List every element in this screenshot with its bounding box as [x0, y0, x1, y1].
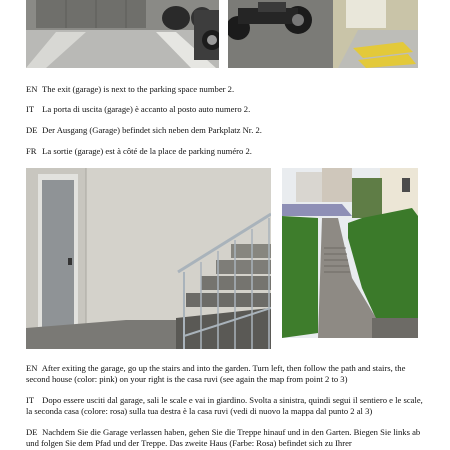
- language-code: IT: [26, 104, 35, 114]
- language-code: FR: [26, 146, 37, 156]
- exit-location-line-fr: [26, 146, 426, 157]
- language-code: IT: [26, 395, 35, 405]
- exit-location-text: La porta di uscita (garage) è accanto al posto auto numero 2.: [42, 104, 251, 114]
- garage-door-stairs-photo: [26, 168, 271, 349]
- exit-location-line-de: [26, 125, 426, 136]
- language-code: EN: [26, 84, 38, 94]
- directions-text: Dopo essere usciti dal garage, sali le scale e vai in giardino. Svolta a sinistra, quindi segui il sentiero e le scale, la seconda casa (colore: rosa) sulla tua destra è la casa ruvi (vedi di nuovo la mappa dal punto 2 al 3): [26, 395, 423, 416]
- directions-text: Nachdem Sie die Garage verlassen haben, gehen Sie die Treppe hinauf und in den Garten. Biegen Sie links ab und folgen Sie dem Pfad und der Treppe. Das zweite Haus (Farbe: Rosa) befindet sich zu Ihrer: [26, 427, 421, 448]
- directions-paragraph-de: [26, 427, 424, 449]
- exit-location-line-en: [26, 84, 426, 95]
- directions-text: After exiting the garage, go up the stairs and into the garden. Turn left, then follow the path and stairs, the second house (color: pink) on your right is the casa ruvi (see again the map from point 2 to 3): [26, 363, 406, 384]
- exit-location-line-it: [26, 104, 426, 115]
- exit-location-text: The exit (garage) is next to the parking space number 2.: [42, 84, 235, 94]
- directions-paragraph-en: [26, 363, 424, 385]
- garden-path-photo: [282, 168, 418, 338]
- directions-paragraph-it: [26, 395, 424, 417]
- exit-location-text: La sortie (garage) est à côté de la place de parking numéro 2.: [42, 146, 252, 156]
- garage-parking-photo: [26, 0, 219, 68]
- language-code: DE: [26, 125, 38, 135]
- language-code: DE: [26, 427, 38, 437]
- exit-location-text: Der Ausgang (Garage) befindet sich neben dem Parkplatz Nr. 2.: [42, 125, 262, 135]
- garage-exit-photo: [228, 0, 418, 68]
- language-code: EN: [26, 363, 38, 373]
